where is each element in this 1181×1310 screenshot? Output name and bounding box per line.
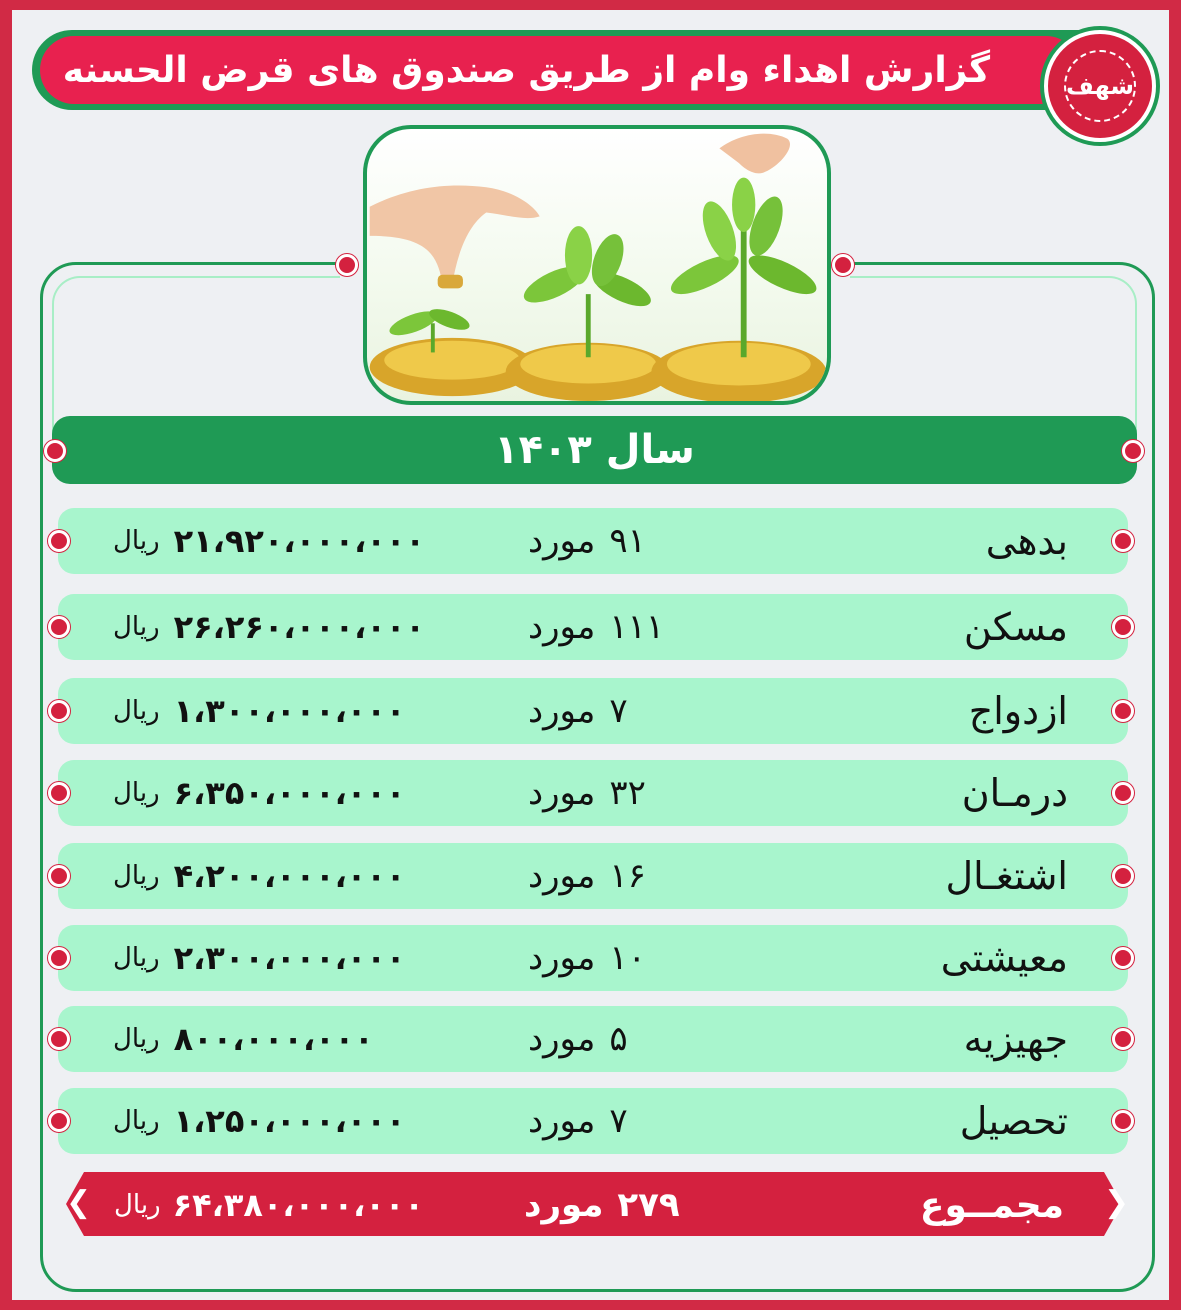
row-label: تحصیل [959,1099,1068,1143]
decor-dot [1112,947,1134,969]
row-count [528,1088,628,1154]
decor-dot [1112,616,1134,638]
row-count-value: ۹۱ [609,521,646,561]
row-amount-value: ۶،۳۵۰،۰۰۰،۰۰۰ [173,774,406,812]
table-row [58,508,1128,574]
row-count [528,843,646,909]
decor-dot [48,616,70,638]
year-label: سال ۱۴۰۳ [494,427,695,473]
table-row [58,1088,1128,1154]
decor-dot [48,700,70,722]
row-amount-unit: ریال [113,696,160,726]
row-amount [113,1006,374,1072]
row-label: درمـان [961,771,1068,815]
total-amount-value: ۶۴،۳۸۰،۰۰۰،۰۰۰ [172,1186,424,1224]
row-count-value: ۱۰ [609,938,646,978]
row-count-unit: مورد [528,1101,596,1141]
row-amount-unit: ریال [113,1024,160,1054]
total-label: مجمــوع [919,1184,1064,1226]
row-amount-unit: ریال [113,861,160,891]
decor-dot [832,254,854,276]
row-count-unit: مورد [528,521,596,561]
table-row [58,1006,1128,1072]
row-label: ازدواج [968,689,1068,733]
table-row [58,925,1128,991]
logo-seal [1044,30,1156,142]
row-label: اشتغـال [945,854,1068,898]
plants-coins-illustration [367,129,827,401]
row-count-unit: مورد [528,691,596,731]
row-count [528,1006,628,1072]
row-count-value: ۷ [609,1101,628,1141]
row-count-unit: مورد [528,1019,596,1059]
row-count-unit: مورد [528,773,596,813]
row-amount-unit: ریال [113,612,160,642]
row-amount-value: ۱،۲۵۰،۰۰۰،۰۰۰ [173,1102,406,1140]
row-count [528,760,646,826]
table-row [58,760,1128,826]
total-row [84,1172,1104,1236]
row-count-unit: مورد [528,607,596,647]
row-label: بدهی [985,519,1068,563]
table-row [58,843,1128,909]
decor-dot [1112,700,1134,722]
row-amount [113,843,405,909]
page-title: گزارش اهداء وام از طریق صندوق های قرض الحسنه [62,49,990,91]
row-amount [113,594,425,660]
row-count-unit: مورد [528,938,596,978]
row-amount-value: ۱،۳۰۰،۰۰۰،۰۰۰ [173,692,406,730]
row-amount [113,508,425,574]
table-row [58,594,1128,660]
row-label: معیشتی [940,936,1068,980]
total-amount-unit: ریال [114,1190,161,1220]
row-amount-value: ۲،۳۰۰،۰۰۰،۰۰۰ [173,939,406,977]
row-amount [113,1088,405,1154]
row-amount-unit: ریال [113,943,160,973]
decor-dot [1112,782,1134,804]
decor-dot [1112,1028,1134,1050]
row-count [528,678,628,744]
row-amount-unit: ریال [113,1106,160,1136]
row-count-value: ۷ [609,691,628,731]
row-amount-value: ۲۶،۲۶۰،۰۰۰،۰۰۰ [173,608,425,646]
row-count-value: ۱۱۱ [609,607,665,647]
row-label: جهیزیه [963,1017,1068,1061]
row-count-value: ۱۶ [609,856,646,896]
row-amount [113,925,405,991]
chevron-left-icon: ❮ [66,1185,92,1220]
header-illustration [363,125,831,405]
decor-dot [48,530,70,552]
row-count-value: ۳۲ [609,773,646,813]
decor-dot [48,947,70,969]
row-amount-value: ۲۱،۹۲۰،۰۰۰،۰۰۰ [173,522,425,560]
total-amount [114,1172,424,1238]
total-count [524,1172,680,1238]
chevron-right-icon: ❯ [1104,1185,1130,1220]
decor-dot [336,254,358,276]
decor-dot [48,1028,70,1050]
year-bar [52,416,1137,484]
row-label: مسکن [963,605,1068,649]
decor-dot [1122,440,1144,462]
decor-dot [1112,530,1134,552]
decor-dot [48,782,70,804]
table-row [58,678,1128,744]
row-count-value: ۵ [609,1019,628,1059]
row-count [528,594,664,660]
decor-dot [48,865,70,887]
row-amount-unit: ریال [113,526,160,556]
row-count [528,925,646,991]
total-count-unit: مورد [524,1185,604,1225]
title-banner [40,36,1080,104]
decor-dot [44,440,66,462]
decor-dot [48,1110,70,1132]
row-amount [113,678,405,744]
row-amount-value: ۸۰۰،۰۰۰،۰۰۰ [173,1020,374,1058]
row-amount-value: ۴،۲۰۰،۰۰۰،۰۰۰ [173,857,406,895]
decor-dot [1112,865,1134,887]
row-amount [113,760,405,826]
row-count [528,508,646,574]
row-count-unit: مورد [528,856,596,896]
logo-text: شهف [1065,72,1135,100]
decor-dot [1112,1110,1134,1132]
row-amount-unit: ریال [113,778,160,808]
total-count-value: ۲۷۹ [617,1185,680,1225]
